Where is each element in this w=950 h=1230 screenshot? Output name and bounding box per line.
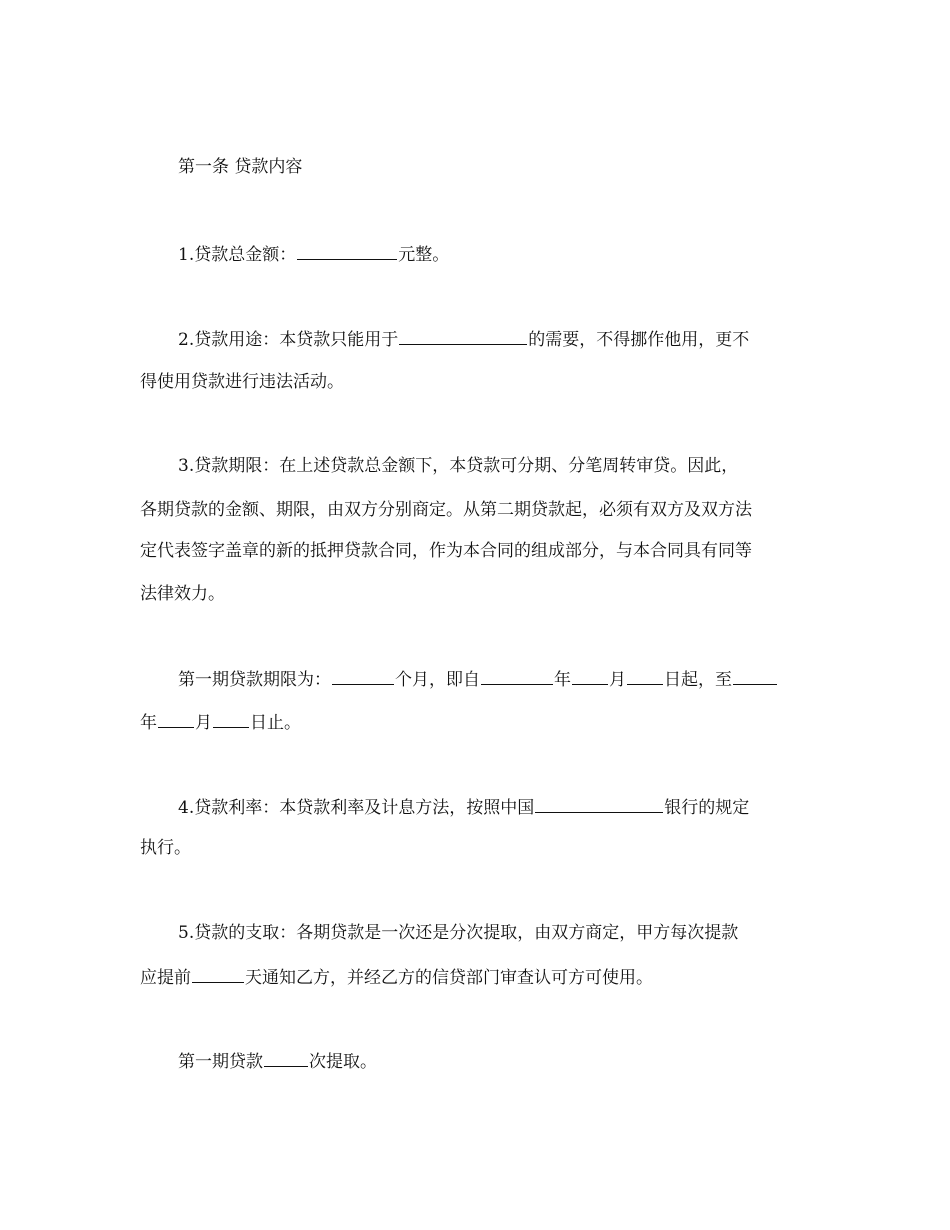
first-withdrawal-line: 第一期贷款 次提取。: [178, 1049, 858, 1073]
end-year-blank: [733, 667, 777, 685]
clause-4-rate-line1: 4.贷款利率：本贷款利率及计息方法，按照中国 银行的规定: [178, 795, 858, 819]
end-day-blank: [213, 710, 249, 728]
start-month-blank: [572, 667, 608, 685]
section-title: 第一条 贷款内容: [178, 157, 303, 177]
months-blank: [332, 667, 394, 685]
first-period-line2: 年 月 日止。: [140, 710, 820, 734]
clause-5-withdrawal-line1: 5.贷款的支取：各期贷款是一次还是分次提取，由双方商定，甲方每次提款: [178, 923, 739, 943]
amount-blank: [297, 242, 397, 260]
clause-5-withdrawal-line2: 应提前 天通知乙方，并经乙方的信贷部门审查认可方可使用。: [140, 965, 820, 989]
clause-3-term-line3: 定代表签字盖章的新的抵押贷款合同，作为本合同的组成部分，与本合同具有同等: [140, 541, 752, 561]
start-day-blank: [627, 667, 663, 685]
end-month-blank: [158, 710, 194, 728]
clause-4-rate-line2: 执行。: [140, 838, 191, 858]
notice-days-blank: [192, 965, 244, 983]
first-period-line1: 第一期贷款期限为： 个月，即自 年 月 日起，至: [178, 667, 858, 691]
clause-2-purpose-line1: 2.贷款用途：本贷款只能用于 的需要，不得挪作他用，更不: [178, 327, 858, 351]
purpose-blank: [399, 327, 527, 345]
start-year-blank: [481, 667, 553, 685]
clause-3-term-line4: 法律效力。: [140, 584, 225, 604]
clause-2-purpose-line2: 得使用贷款进行违法活动。: [140, 372, 344, 392]
clause-3-term-line2: 各期贷款的金额、期限，由双方分别商定。从第二期贷款起，必须有双方及双方法: [140, 500, 752, 520]
withdrawal-count-blank: [264, 1049, 308, 1067]
clause-1-total-amount: 1.贷款总金额： 元整。: [178, 242, 858, 266]
clause-3-term-line1: 3.贷款期限：在上述贷款总金额下，本贷款可分期、分笔周转审贷。因此，: [178, 456, 739, 476]
bank-name-blank: [535, 795, 663, 813]
